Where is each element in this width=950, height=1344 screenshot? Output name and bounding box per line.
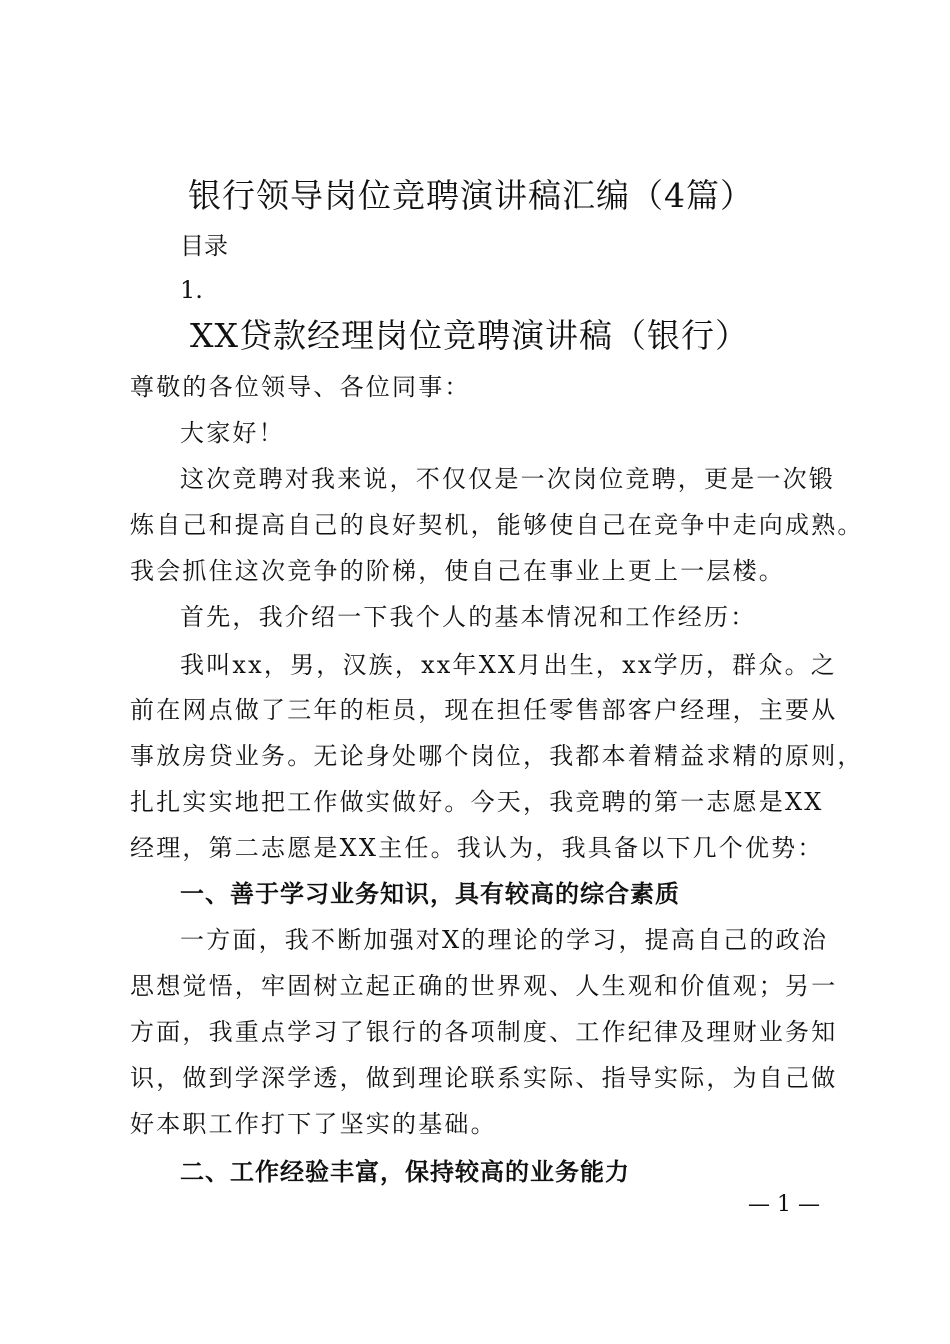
paragraph-line: 事放房贷业务。无论身处哪个岗位，我都本着精益求精的原则， <box>130 742 864 770</box>
paragraph-line: 识，做到学深学透，做到理论联系实际、指导实际，为自己做 <box>130 1064 838 1092</box>
document-title: 银行领导岗位竞聘演讲稿汇编（4篇） <box>188 176 754 215</box>
toc-label: 目录 <box>180 232 228 260</box>
salutation: 尊敬的各位领导、各位同事： <box>130 373 471 401</box>
paragraph-line: 思想觉悟，牢固树立起正确的世界观、人生观和价值观；另一 <box>130 972 838 1000</box>
paragraph-line: 炼自己和提高自己的良好契机，能够使自己在竞争中走向成熟。 <box>130 511 864 539</box>
paragraph-line: 我会抓住这次竞争的阶梯，使自己在事业上更上一层楼。 <box>130 557 785 585</box>
paragraph-line: 好本职工作打下了坚实的基础。 <box>130 1110 497 1138</box>
paragraph-line: 我叫xx，男，汉族，xx年XX月出生，xx学历，群众。之 <box>180 651 837 679</box>
toc-item-number: 1. <box>180 276 203 304</box>
paragraph-line: 方面，我重点学习了银行的各项制度、工作纪律及理财业务知 <box>130 1018 838 1046</box>
paragraph-line: 扎扎实实地把工作做实做好。今天，我竞聘的第一志愿是XX <box>130 788 824 816</box>
paragraph-line: 经理，第二志愿是XX主任。我认为，我具备以下几个优势： <box>130 834 824 862</box>
greeting: 大家好！ <box>180 419 285 447</box>
paragraph-line: 首先，我介绍一下我个人的基本情况和工作经历： <box>180 603 757 631</box>
paragraph-line: 前在网点做了三年的柜员，现在担任零售部客户经理，主要从 <box>130 696 838 724</box>
section-title: XX贷款经理岗位竞聘演讲稿（银行） <box>190 316 749 355</box>
paragraph-line: 一方面，我不断加强对X的理论的学习，提高自己的政治 <box>180 926 829 954</box>
paragraph-line: 这次竞聘对我来说，不仅仅是一次岗位竞聘，更是一次锻 <box>180 465 835 493</box>
section-heading: 一、善于学习业务知识，具有较高的综合素质 <box>180 880 680 908</box>
page-number: — 1 — <box>748 1192 820 1217</box>
section-heading: 二、工作经验丰富，保持较高的业务能力 <box>180 1158 630 1186</box>
